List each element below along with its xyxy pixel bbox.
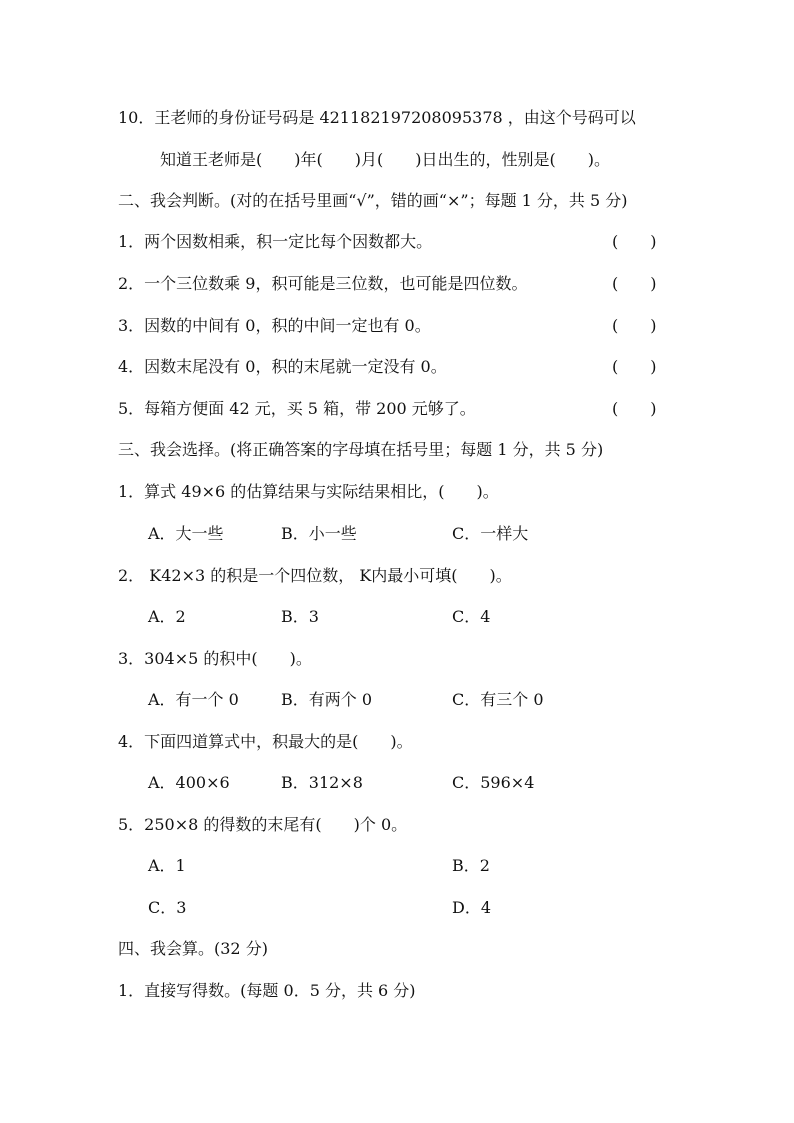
choice-4-option-c[interactable]: C．596×4 <box>452 773 535 792</box>
section3-heading: 三、我会选择。(将正确答案的字母填在括号里；每题 1 分，共 5 分) <box>118 440 604 459</box>
choice-5-option-c[interactable]: C．3 <box>148 898 187 917</box>
q10-line2: 知道王老师是( )年( )月( )日出生的，性别是( )。 <box>160 150 610 169</box>
choice-question-3: 3．304×5 的积中( )。 <box>118 649 312 668</box>
judge-item-3: 3．因数的中间有 0，积的中间一定也有 0。 <box>118 316 431 335</box>
judge-answer-blank-1[interactable]: ( ) <box>612 232 657 251</box>
choice-question-2: 2． K42×3 的积是一个四位数， K内最小可填( )。 <box>118 566 512 585</box>
choice-5-option-a[interactable]: A．1 <box>148 856 186 875</box>
judge-answer-blank-4[interactable]: ( ) <box>612 357 657 376</box>
choice-4-option-b[interactable]: B．312×8 <box>281 773 363 792</box>
choice-question-1: 1．算式 49×6 的估算结果与实际结果相比，( )。 <box>118 482 499 501</box>
choice-2-option-a[interactable]: A．2 <box>148 607 186 626</box>
q10-line1: 10．王老师的身份证号码是 421182197208095378 ，由这个号码可以 <box>118 108 636 127</box>
choice-1-option-b[interactable]: B．小一些 <box>281 524 357 543</box>
judge-item-4: 4．因数末尾没有 0，积的末尾就一定没有 0。 <box>118 357 447 376</box>
choice-1-option-c[interactable]: C．一样大 <box>452 524 529 543</box>
section4-item-1: 1．直接写得数。(每题 0．5 分，共 6 分) <box>118 981 416 1000</box>
choice-3-option-b[interactable]: B．有两个 0 <box>281 690 373 709</box>
judge-item-2: 2．一个三位数乘 9，积可能是三位数，也可能是四位数。 <box>118 274 528 293</box>
choice-4-option-a[interactable]: A．400×6 <box>148 773 230 792</box>
choice-1-option-a[interactable]: A．大一些 <box>148 524 224 543</box>
judge-answer-blank-2[interactable]: ( ) <box>612 274 657 293</box>
choice-2-option-b[interactable]: B．3 <box>281 607 319 626</box>
judge-item-1: 1．两个因数相乘，积一定比每个因数都大。 <box>118 232 433 251</box>
choice-question-4: 4．下面四道算式中，积最大的是( )。 <box>118 732 413 751</box>
choice-5-option-b[interactable]: B．2 <box>452 856 490 875</box>
choice-5-option-d[interactable]: D．4 <box>452 898 492 917</box>
choice-3-option-a[interactable]: A．有一个 0 <box>148 690 239 709</box>
judge-answer-blank-5[interactable]: ( ) <box>612 399 657 418</box>
judge-item-5: 5．每箱方便面 42 元，买 5 箱，带 200 元够了。 <box>118 399 476 418</box>
choice-3-option-c[interactable]: C．有三个 0 <box>452 690 544 709</box>
judge-answer-blank-3[interactable]: ( ) <box>612 316 657 335</box>
section4-heading: 四、我会算。(32 分) <box>118 939 268 958</box>
section2-heading: 二、我会判断。(对的在括号里画“√”，错的画“×”；每题 1 分，共 5 分) <box>118 191 628 210</box>
choice-question-5: 5．250×8 的得数的末尾有( )个 0。 <box>118 815 408 834</box>
choice-2-option-c[interactable]: C．4 <box>452 607 491 626</box>
